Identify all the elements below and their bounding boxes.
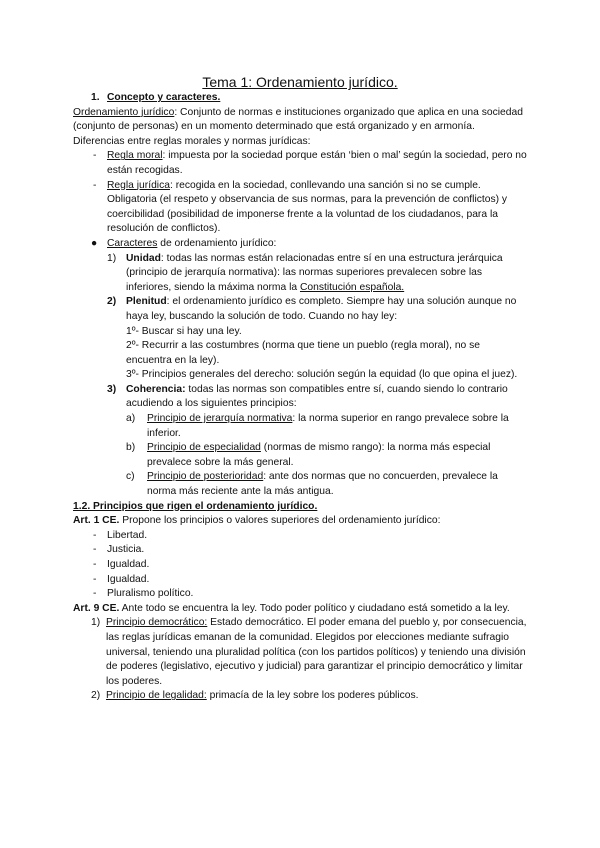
dash-bullet: -: [93, 529, 97, 541]
value-item: [73, 543, 528, 558]
difference-item: [73, 149, 528, 178]
list-number: 1): [91, 617, 101, 629]
difference-item: [73, 179, 528, 237]
list-number: 2): [91, 690, 101, 702]
dot-bullet: ●: [91, 237, 98, 249]
art9-label: Art. 9 CE.: [73, 602, 120, 614]
section-2-title: 1.2. Principios que rigen el ordenamiento jurídico.: [73, 500, 318, 512]
caracter-term: Plenitud: [126, 296, 167, 308]
value-item: [73, 587, 528, 602]
principle-term: Principio de especialidad: [147, 442, 261, 454]
section-2-heading: [73, 500, 528, 515]
caracter-plenitud: [107, 295, 528, 383]
value-text: Igualdad.: [107, 559, 150, 570]
definition-term: Ordenamiento jurídico: [73, 106, 175, 118]
value-item: [73, 573, 528, 588]
value-item: [73, 558, 528, 573]
art9-principle-item: [91, 689, 528, 704]
art1-label: Art. 1 CE.: [73, 515, 120, 527]
list-number: 3): [107, 383, 117, 395]
section-1-heading: [73, 91, 528, 106]
principle-item: [126, 470, 528, 499]
principle-text: : la norma superior en rango prevalece sobre la inferior.: [147, 413, 509, 439]
difference-text: : impuesta por la sociedad porque están ‘bien o mal’ según la sociedad, pero no están recogidas.: [107, 150, 527, 176]
principle-text: : ante dos normas que no concuerden, prevalece la norma más reciente ante la más antigua.: [147, 471, 498, 498]
principle-item: [126, 412, 528, 441]
section-1-title: Concepto y caracteres.: [107, 92, 221, 103]
principle-item: [126, 441, 528, 470]
dash-bullet: -: [93, 559, 97, 570]
caracter-term: Unidad: [126, 252, 161, 264]
dash-bullet: -: [93, 179, 97, 191]
art1-paragraph: [73, 514, 528, 529]
differences-intro: Diferencias entre reglas morales y normas jurídicas:: [73, 135, 311, 147]
caracter-text: : el ordenamiento jurídico es completo. Siempre hay una solución aunque no haya ley, buscando la solución de todo. Cuando no hay ley:: [126, 296, 517, 322]
dash-bullet: -: [93, 573, 97, 585]
principle-term: Principio de jerarquía normativa: [147, 413, 293, 425]
caracteres-item: [73, 237, 528, 252]
art9-principle-text: Estado democrático. El poder emana del pueblo y, por consecuencia, las reglas jurídicas emanan de la comunidad. Elegidos por elecciones mediante sufragio universal, teniendo una pluralidad política (con los partidos políticos) y teniendo una división de poderes (legislativo, ejecutivo y judicial) para garantizar el principio democrático y limitar los poderes.: [106, 617, 527, 687]
art9-principle-term: Principio democrático:: [106, 617, 208, 629]
list-letter: b): [126, 442, 136, 454]
art9-paragraph: [73, 602, 528, 617]
page-title: Tema 1: Ordenamiento jurídico.: [202, 74, 398, 90]
caracter-unidad: [107, 252, 528, 296]
caracter-coherencia: [107, 383, 528, 412]
list-letter: c): [126, 471, 135, 483]
document-body: [73, 91, 528, 704]
principle-term: Principio de posterioridad: [147, 471, 264, 483]
caracteres-term: Caracteres: [107, 237, 158, 249]
art1-text: Propone los principios o valores superiores del ordenamiento jurídico:: [119, 515, 441, 527]
caracter-text: todas las normas son compatibles entre sí, cuando siendo lo contrario acudiendo a los siguientes principios:: [126, 383, 508, 410]
list-number: 1): [107, 252, 117, 264]
art9-principle-term: Principio de legalidad:: [106, 690, 207, 702]
definition-text: : Conjunto de normas e instituciones organizado que aplica en una sociedad (conjunto de personas) en un momento determinado que está organizado y en armonía.: [73, 106, 523, 133]
dash-bullet: -: [93, 588, 97, 600]
value-text: Justicia.: [107, 544, 145, 556]
art9-principle-text: primacía de la ley sobre los poderes públicos.: [206, 690, 419, 702]
definition-paragraph: [73, 106, 528, 135]
principle-text: (normas de mismo rango): la norma más especial prevalece sobre la más general.: [147, 442, 491, 468]
caracter-text: : todas las normas están relacionadas entre sí en una estructura jerárquica (principio de jerarquía normativa): las normas superiores prevalecen sobre las inferiores, siendo la máxima norma la: [126, 252, 503, 293]
difference-term: Regla moral: [107, 150, 163, 162]
difference-term: Regla jurídica: [107, 179, 170, 191]
plenitud-step: 2º- Recurrir a las costumbres (norma que tiene un pueblo (regla moral), no se encuentra en la ley).: [126, 340, 481, 366]
section-1-number: 1.: [91, 92, 100, 103]
plenitud-step: 3º- Principios generales del derecho: solución según la equidad (lo que opina el juez).: [126, 369, 518, 381]
value-text: Pluralismo político.: [107, 588, 194, 600]
list-number: 2): [107, 296, 117, 308]
caracteres-text: de ordenamiento jurídico:: [157, 237, 277, 249]
constitucion-link-text: Constitución española.: [299, 281, 405, 293]
value-text: Libertad.: [107, 529, 148, 541]
art9-principle-item: [91, 616, 528, 689]
difference-text: : recogida en la sociedad, conllevando una sanción si no se cumple. Obligatoria (el respeto y observancia de sus normas, para la prevención de conflictos) y coercibilidad (posibilidad de imponerse frente a la voluntad de los ciudadanos, para la resolución de conflictos).: [107, 179, 508, 235]
dash-bullet: -: [93, 150, 97, 162]
value-item: [73, 529, 528, 544]
plenitud-step: 1º- Buscar si hay una ley.: [126, 325, 242, 337]
art9-text: Ante todo se encuentra la ley. Todo poder político y ciudadano está sometido a la ley.: [119, 602, 510, 614]
dash-bullet: -: [93, 544, 97, 556]
caracter-term: Coherencia:: [126, 383, 186, 395]
value-text: Igualdad.: [107, 573, 150, 585]
list-letter: a): [126, 413, 136, 425]
